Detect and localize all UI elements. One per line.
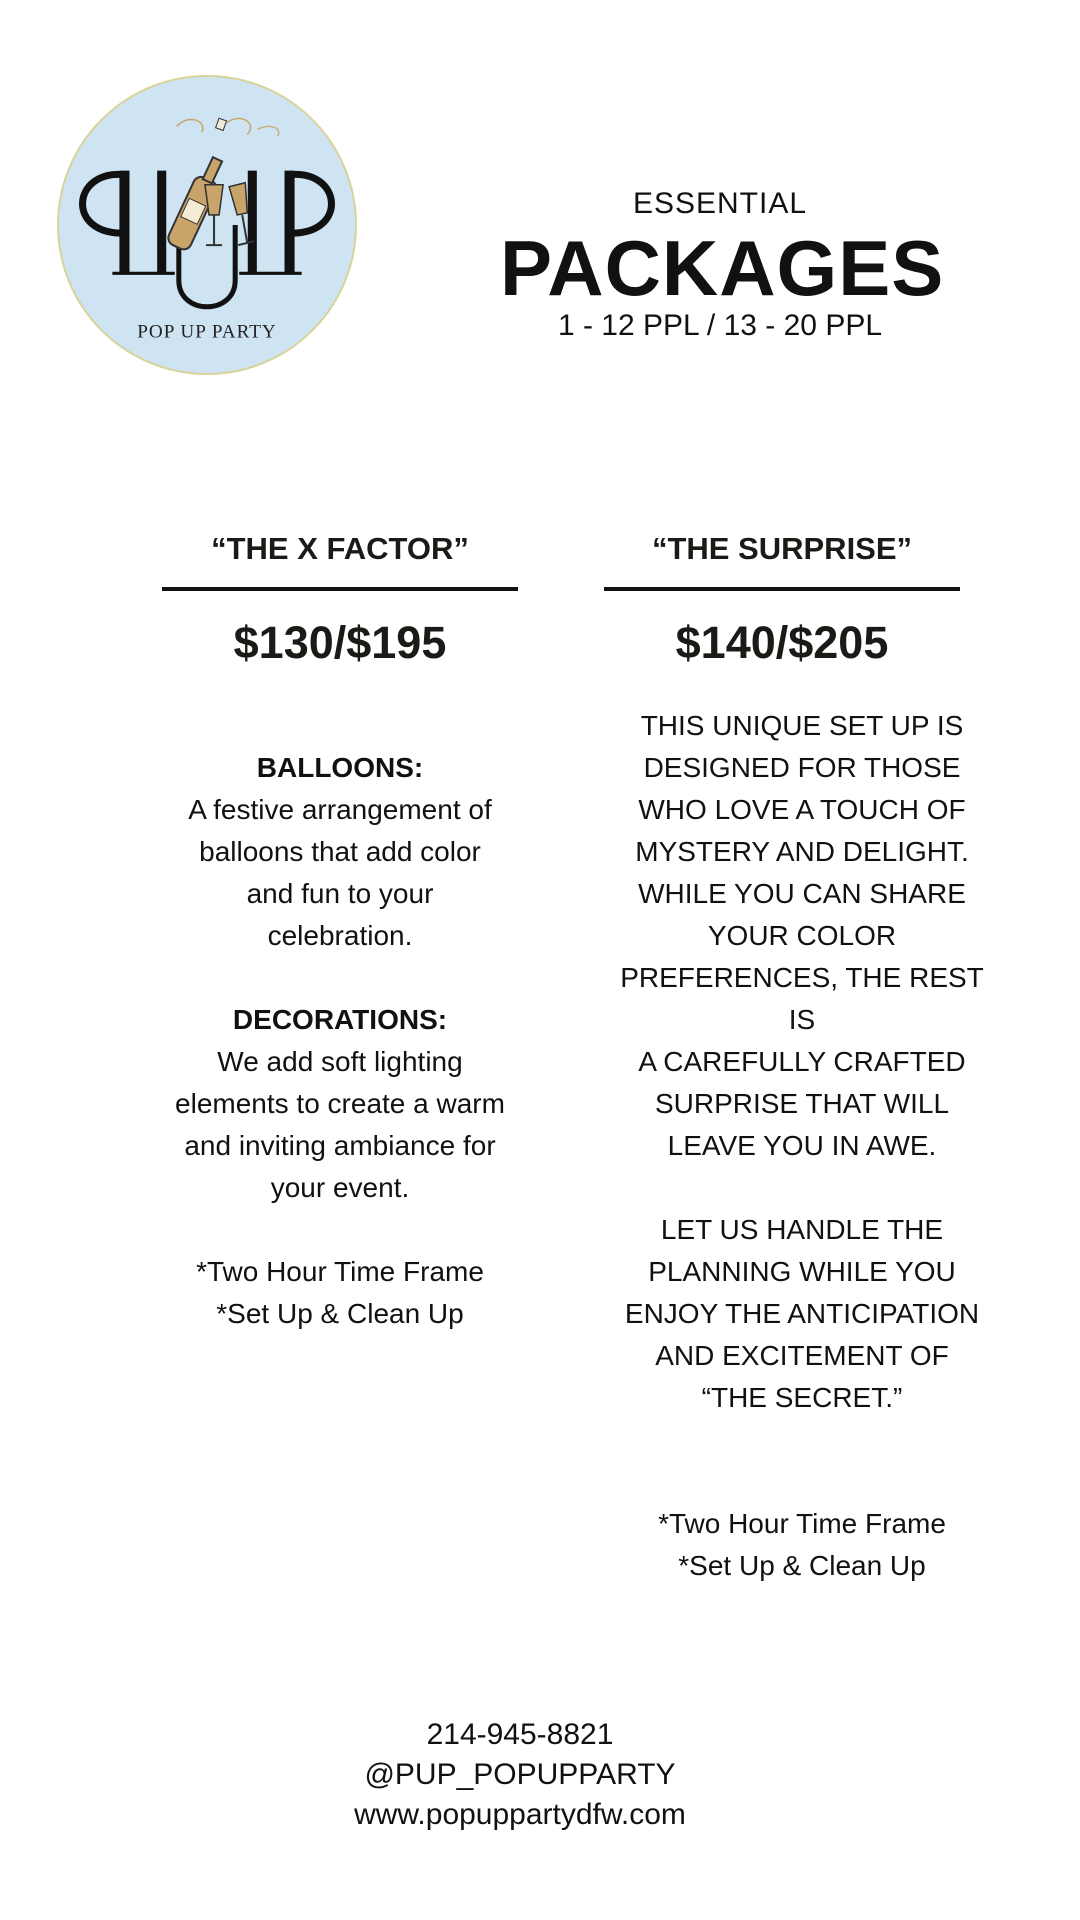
package-name: “THE SURPRISE” <box>651 531 913 566</box>
decorations-line: and inviting ambiance for <box>184 1130 496 1161</box>
website-link[interactable]: www.popuppartydfw.com <box>354 1798 686 1831</box>
package-x-factor-header <box>160 525 520 673</box>
decorations-line: We add soft lighting <box>217 1046 463 1077</box>
package-price: $130/$195 <box>233 617 447 668</box>
decorations-line: your event. <box>270 1172 410 1203</box>
description-line: A CAREFULLY CRAFTED <box>638 1046 966 1077</box>
description-line: THIS UNIQUE SET UP IS <box>640 710 964 741</box>
balloons-line: and fun to your <box>246 878 434 909</box>
description-line: SURPRISE THAT WILL <box>654 1088 950 1119</box>
section-heading-decorations: DECORATIONS: <box>232 1004 448 1035</box>
header-subtitle: 1 - 12 PPL / 13 - 20 PPL <box>557 309 883 342</box>
balloons-line: celebration. <box>267 920 413 951</box>
header-eyebrow: ESSENTIAL <box>632 187 808 220</box>
package-name: “THE X FACTOR” <box>211 531 469 566</box>
note-line: *Two Hour Time Frame <box>658 1508 946 1539</box>
description-line: WHO LOVE A TOUCH OF <box>638 794 966 825</box>
divider <box>604 587 960 591</box>
description-line: MYSTERY AND DELIGHT. <box>635 836 969 867</box>
brand-logo <box>56 74 358 376</box>
description-line: LET US HANDLE THE <box>660 1214 944 1245</box>
header <box>500 180 945 346</box>
page-title: PACKAGES <box>500 224 945 312</box>
description-line: AND EXCITEMENT OF <box>655 1340 949 1371</box>
description-line: PREFERENCES, THE REST IS <box>620 962 984 1035</box>
description-line: DESIGNED FOR THOSE <box>643 752 961 783</box>
social-handle[interactable]: @PUP_POPUPPARTY <box>364 1758 676 1791</box>
contact-footer <box>270 1715 770 1835</box>
description-line: YOUR COLOR <box>707 920 897 951</box>
balloons-line: A festive arrangement of <box>188 794 492 825</box>
package-surprise-header <box>602 525 962 673</box>
note-line: *Set Up & Clean Up <box>216 1298 464 1329</box>
package-price: $140/$205 <box>675 617 889 668</box>
package-surprise-details <box>612 705 992 1587</box>
description-line: PLANNING WHILE YOU <box>648 1256 956 1287</box>
logo-brand-text: POP UP PARTY <box>137 321 277 343</box>
description-line: LEAVE YOU IN AWE. <box>667 1130 937 1161</box>
description-line: “THE SECRET.” <box>701 1382 903 1413</box>
section-heading-balloons: BALLOONS: <box>256 752 424 783</box>
phone-number[interactable]: 214-945-8821 <box>426 1718 614 1751</box>
description-line: ENJOY THE ANTICIPATION <box>624 1298 980 1329</box>
package-x-factor-details <box>160 747 520 1335</box>
description-line: WHILE YOU CAN SHARE <box>638 878 966 909</box>
divider <box>162 587 518 591</box>
balloons-line: balloons that add color <box>199 836 481 867</box>
note-line: *Set Up & Clean Up <box>678 1550 926 1581</box>
note-line: *Two Hour Time Frame <box>196 1256 484 1287</box>
decorations-line: elements to create a warm <box>175 1088 505 1119</box>
